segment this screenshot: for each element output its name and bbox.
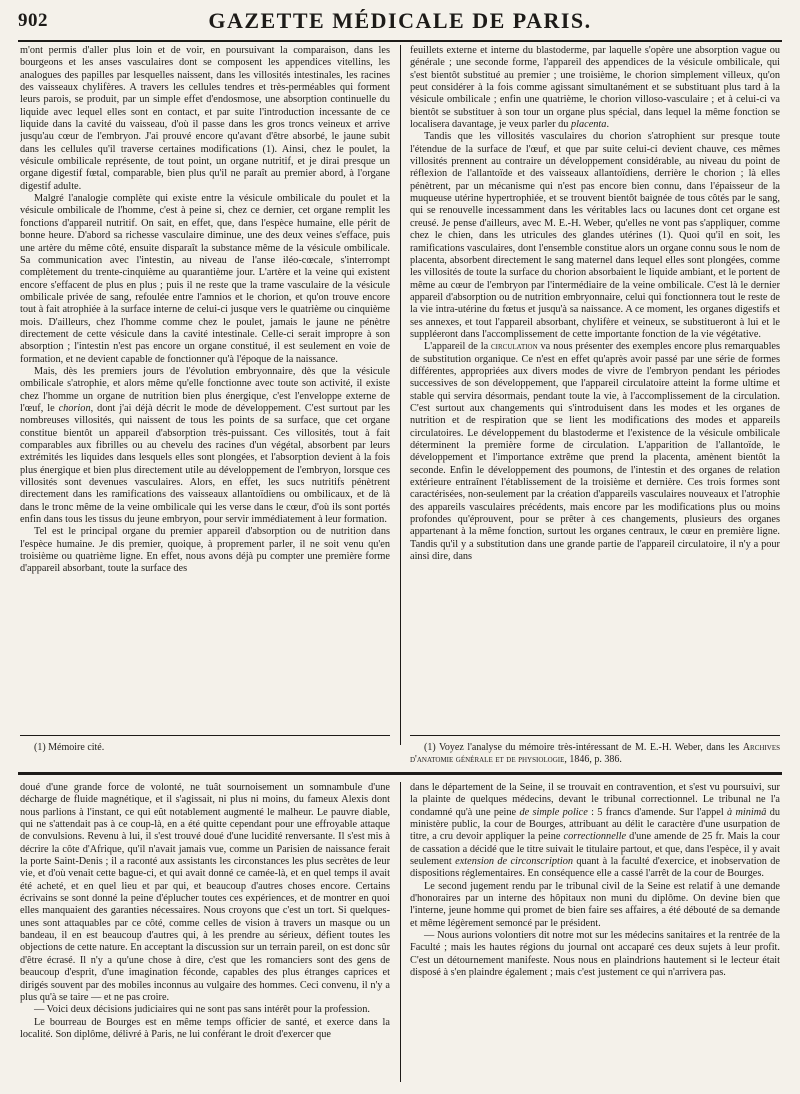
section-divider <box>18 772 782 775</box>
column-separator <box>400 782 401 1082</box>
paragraph: feuillets externe et interne du blastoderme, par laquelle s'opère une absorption vague ou générale ; une seconde forme, l'appareil des appendices de la vésicule ombilicale, qui s'est bientôt substitué au premier ; une troisième, le chorion simplement villeux, qu'on peut considérer à la fois comme agissant simultanément et se substituant plus tard à la vésicule ombilicale ; enfin une quatrième, le chorion villoso-vasculaire ; et à celui-ci va bientôt se substituer à son tour un organe plus spécial, dans lequel la même fonction se localisera davantage, je veux parler du placenta. <box>410 45 780 131</box>
lower-left-column <box>20 782 390 1088</box>
paragraph: doué d'une grande force de volonté, ne tuât sournoisement un somnambule d'une décharge de fluide magnétique, et il s'agissait, ni plus ni moins, du fameux Alexis dont nous parlions à l'instant, ce qui eût notablement augmenté le malheur. Le pauvre diable, qui ne s'attendait pas à ce coup-là, en a été quitte cependant pour une effroyable attaque de convulsions. Revenu à lui, il s'est trouvé doué d'une lucidité renversante. Il s'est mis à décrire la côte d'Afrique, qu'il n'avait jamais vue, comme un Parisien de naissance ferait la porte Saint-Denis ; il a raconté aux assistants les circonstances les plus secrètes de leur vie, et d'où venait cette bague-ci, et qui avait donné ce camée-là, et en quel temps il avait été acheté, et en quel lieu et par qui, et beaucoup d'autres choses encore. Certains écrivains se sont donné la peine d'éplucher toutes ces expériences, et de montrer en quoi elles manquaient des garanties nécessaires. Nous croyons que c'est un tort. Si quelques-unes sont attaquables par ce côté, comme celles de vision à travers un masque ou un bandeau, il en est beaucoup d'autres qui, à les prendre au sérieux, défient toutes les objections de cette nature. En acceptant la discussion sur un terrain pareil, on est donc sûr d'être écrasé. Il n'y a qu'une chose à dire, c'est que les romanciers sont des gens de beaucoup d'esprit, d'une imagination féconde, capables des plus étranges caprices et dirigés souvent par des mobiles inconnus au vulgaire des hommes. Ceci convenu, il n'y a plus qu'à se taire — et ne pas croire. <box>20 782 390 1003</box>
paragraph: Malgré l'analogie complète qui existe entre la vésicule ombilicale du poulet et la vésicule ombilicale de l'homme, c'est à peine si, chez ce dernier, cet organe remplit les fonctions d'appareil nutritif. On sait, en effet, que, dans l'espèce humaine, elle périt de bonne heure. D'abord sa richesse vasculaire diminue, une des deux veines s'efface, puis une artère du même côté, ensuite disparaît la substance même de la vésicule ombilicale. Sa communication avec l'intestin, au niveau de l'anse iléo-cœcale, s'interrompt complètement du trente-cinquième au quarantième jour. L'artère et la veine qui existent encore s'effacent de plus en plus ; puis il ne reste que la trame vasculaire de la vésicule ombilicale privée de sang, refoulée entre l'amnios et le chorion, et qu'on trouve encore tout à fait atrophiée à la surface interne de celui-ci jusque vers le quatrième ou cinquième mois. D'ailleurs, chez l'homme comme chez le poulet, jamais le jaune ne pénètre directement de cette vésicule dans la cavité intestinale. Celle-ci serait impropre à son absorption ; l'intestin n'est pas encore un organe constitué, il est seulement en voie de formation, et ne devient capable de fonctionner qu'à l'époque de la naissance. <box>20 193 390 365</box>
paragraph: — Voici deux décisions judiciaires qui ne sont pas sans intérêt pour la profession. <box>34 1004 370 1016</box>
column-separator <box>400 45 401 745</box>
paragraph: dans le département de la Seine, il se trouvait en contravention, et s'est vu poursuivi, sur la plainte de quelques médecins, devant le tribunal correctionnel. Le tribunal ne l'a condamné qu'à une peine de simple police : 5 francs d'amende. Sur l'appel à minimâ du ministère public, la cour de Bourges, attribuant au délit le caractère d'une usurpation de titre, a cru devoir appliquer la peine correctionnelle d'une amende de 25 fr. Mais la cour de cassation a décidé que le titre suivait le titulaire partout, et que, dans l'espèce, il y avait seulement extension de circonscription quant à la faculté d'exercice, et inobservation de dispositions réglementaires. En conséquence elle a cassé l'arrêt de la cour de Bourges. <box>410 782 780 880</box>
upper-right-column <box>410 45 780 728</box>
footnote-left: (1) Mémoire cité. <box>34 742 105 753</box>
paragraph: Le bourreau de Bourges est en même temps officier de santé, et exerce dans la localité. Son diplôme, délivré à Paris, ne lui conférant le droit d'exercer que <box>20 1016 390 1040</box>
paragraph: Le second jugement rendu par le tribunal civil de la Seine est relatif à une demande d'honoraires par un interne des hôpitaux non muni du diplôme. On devine bien que l'interne, jeune homme qui promet de bien faire ses affaires, a été débouté de sa demande et même légèrement semoncé par le président. <box>410 880 780 929</box>
upper-left-column <box>20 45 390 728</box>
journal-title: GAZETTE MÉDICALE DE PARIS. <box>208 8 592 33</box>
footnote-rule-right <box>410 735 780 736</box>
paragraph: Tandis que les villosités vasculaires du chorion s'atrophient sur presque toute l'étendue de la surface de l'œuf, et que par suite celui-ci devient chauve, ces mêmes villosités prennent au contraire un développement considérable, au niveau du point de réflexion de l'allantoïde et des vaisseaux allantoïdiens, derrière le chorion ; là elles pénètrent, par un mécanisme qui n'est pas encore bien connu, dans l'épaisseur de la muqueuse utérine hypertrophiée, et se trouvent bientôt baignée de tous côtés par le sang, qui se renouvelle incessamment dans les véritables lacs ou lacunes dont cet organe est creusé. Je pense d'ailleurs, avec M. E.-H. Weber, qu'elles ne vont pas s'appliquer, comme chez le chien, dans les utricules des glandes utérines (1). Quoi qu'il en soit, les ramifications vasculaires, dont l'ensemble constitue alors un organe connu sous le nom de placenta, absorbent directement le sang maternel dans lequel elles sont plongées, comme les villosités de toute la surface du chorion absorbaient le liquide ambiant, et le portent de même au cœur de l'embryon par l'intermédiaire de la veine ombilicale. C'est là le dernier appareil d'absorption ou de nutrition embryonnaire, celui qui fonctionnera tout le reste de la vie intra-utérine du fœtus et jusqu'à sa naissance. A ce moment, les organes digestifs et ses annexes, et tout l'appareil absorbant, chylifère et veineux, se substitueront à lui et le suppléeront dans l'accomplissement de cette importante fonction de la vie végétative. <box>410 131 780 340</box>
page-number: 902 <box>18 10 48 31</box>
paragraph: Mais, dès les premiers jours de l'évolution embryonnaire, dès que la vésicule ombilicale s'atrophie, et alors même qu'elle fonctionne avec toute son activité, il existe chez l'homme un organe de nutrition bien plus énergique, c'est l'enveloppe externe de l'œuf, le chorion, dont j'ai déjà décrit le mode de développement. C'est surtout par les nombreuses villosités, qui naissent de tous les points de sa surface, que cet organe constitue bientôt un appareil d'absorption très-puissant. Ces villosités, tout à fait comparables aux fibrilles ou au chevelu des racines d'un végétal, absorbent par leurs extrémités les liquides dans lesquels elles sont plongées, et l'absorption devient à la fois plus énergique et bien plus directement utile au développement de l'embryon, lorsque ces villosités sont devenues vasculaires. Alors, en effet, les sucs nutritifs pénètrent directement dans les ramifications des vaisseaux allantoïdiens ou ombilicaux, et de là dans le tronc même de la veine ombilicale qui les verse dans le cœur, d'où ils sont portés enfin dans tous les tissus du jeune embryon, pour servir immédiatement à leur formation. <box>20 365 390 526</box>
page-header <box>18 6 782 40</box>
header-rule <box>18 40 782 42</box>
paragraph: L'appareil de la circulation va nous présenter des exemples encore plus remarquables de substitution organique. Ce n'est en effet qu'après avoir passé par une série de formes différentes, appropriées aux divers modes de vivre de l'embryon pendant les périodes successives de son développement, que l'appareil circulatoire atteint la forme ultime et stable qui servira désormais, pendant toute la vie, à l'accomplissement de la circulation. C'est surtout aux changements qui s'introduisent dans les modes et les organes de nutrition et de respiration que se lient les modifications des modes et appareils circulatoires. Le développement du blastoderme et l'existence de la vésicule ombilicale déterminent la première forme de circulation. L'apparition de l'allantoïde, le développement et l'importance extrême que prend la placenta, amènent bientôt la seconde. Enfin le développement des poumons, de l'intestin et des organes de relation extérieure entraînent l'établissement de la troisième et dernière. Ces trois formes sont caractérisées, non-seulement par la création d'appareils vasculaires nouveaux et l'atrophie des appareils vasculaires précédents, mais encore par les modifications plus ou moins profondes qu'éprouvent, pour se prêter à ces changements, plusieurs des organes appartenant à la même fonction, surtout les organes centraux, le cœur en première ligne. Tandis qu'il y a substitution dans une grande partie de l'appareil circulatoire, il n'y a pour ainsi dire, dans <box>410 341 780 563</box>
paragraph: Tel est le principal organe du premier appareil d'absorption ou de nutrition dans l'espèce humaine. Je dis premier, quoique, à proprement parler, il ne soit venu qu'en troisième ou quatrième ligne. En effet, nous avons déjà pu compter une première forme d'appareil absorbant, toute la surface des <box>20 526 390 575</box>
lower-right-column <box>410 782 780 1088</box>
paragraph: m'ont permis d'aller plus loin et de voir, en poursuivant la comparaison, dans les bourgeons et les anses vasculaires dont se composent les appendices vitellins, les analogues des papilles par lesquelles naissent, dans les villosités intestinales, les racines des vaisseaux chylifères. A travers les cellules tendres et très-perméables qui forment leurs parois, se produit, par un simple effet d'endosmose, une absorption continuelle du liquide avec lequel elles sont en contact, et par suite l'introduction incessante de ce liquide dans la cavité du vaisseau, d'où il passe dans les gros troncs veineux et arrive jusqu'au cœur de l'embryon. J'ai prouvé encore qu'avant d'être absorbé, le jaune subit dans les cellules qu'il traverse certaines modifications (1). Ainsi, chez le poulet, la vésicule ombilicale représente, de tout point, un organe nutritif, et je dirai presque un organe digestif fœtal, comparable, bien plus qu'il ne paraît au premier abord, à l'organe digestif adulte. <box>20 45 390 192</box>
footnote-rule-left <box>20 735 390 736</box>
footnote-right: (1) Voyez l'analyse du mémoire très-intéressant de M. E.-H. Weber, dans les Archives d'anatomie générale et de physiologie, 1846, p. 386. <box>410 742 780 765</box>
paragraph: — Nous aurions volontiers dit notre mot sur les médecins sanitaires et la rentrée de la Faculté ; mais les hautes régions du journal ont accaparé ces deux sujets à leur profit. C'est un détournement manifeste. Nous nous en plaindrions hautement si le lecteur était disposé à s'en plaindre également ; mais c'est justement ce qui n'arrivera pas. <box>410 930 780 979</box>
